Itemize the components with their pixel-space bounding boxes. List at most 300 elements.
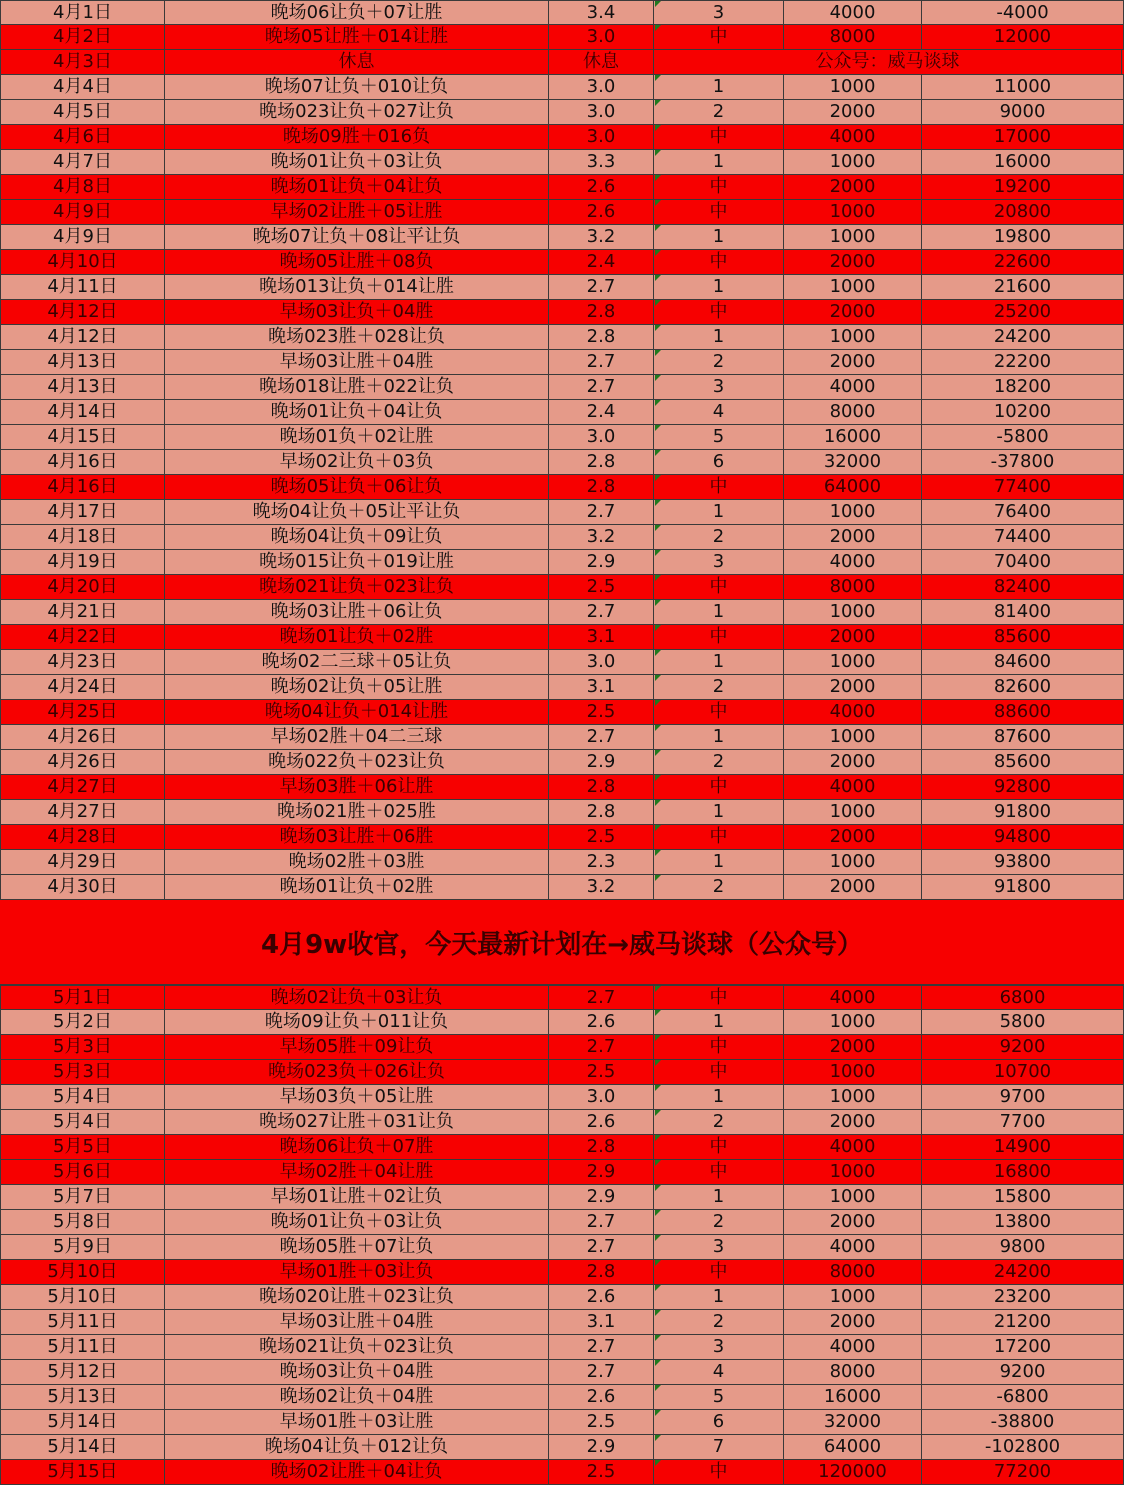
table-row <box>0 800 1124 825</box>
plan-cell <box>165 1360 549 1384</box>
stake-cell <box>784 600 922 624</box>
cell-comment-marker-icon <box>655 275 661 281</box>
date-cell-text: 4月10日 <box>47 251 118 272</box>
table-row <box>0 1010 1124 1035</box>
balance-cell-text: 9800 <box>999 1236 1046 1257</box>
balance-cell-text: 77200 <box>993 1461 1052 1482</box>
stake-cell <box>784 1010 922 1034</box>
odds-cell <box>549 525 654 549</box>
date-cell <box>0 50 165 74</box>
plan-cell-text: 晚场06让负＋07胜 <box>279 1136 434 1157</box>
cell-comment-marker-icon <box>655 1210 661 1216</box>
odds-cell-text: 2.4 <box>586 401 616 422</box>
stake-cell-text: 120000 <box>818 1461 887 1482</box>
stake-cell <box>784 575 922 599</box>
plan-cell <box>165 1 549 24</box>
stake-cell <box>784 1035 922 1059</box>
date-cell <box>0 150 165 174</box>
odds-cell-text: 2.8 <box>586 1261 616 1282</box>
date-cell <box>0 1310 165 1334</box>
balance-cell <box>922 1110 1124 1134</box>
date-cell <box>0 475 165 499</box>
date-cell-text: 4月23日 <box>47 651 118 672</box>
odds-cell-text: 2.5 <box>586 576 616 597</box>
stake-cell-text: 8000 <box>829 576 876 597</box>
plan-cell <box>165 1085 549 1109</box>
balance-cell-text: 91800 <box>993 876 1052 897</box>
balance-cell <box>922 1310 1124 1334</box>
date-cell-text: 4月29日 <box>47 851 118 872</box>
balance-cell <box>922 575 1124 599</box>
stake-cell <box>784 475 922 499</box>
balance-cell <box>922 175 1124 199</box>
plan-cell-text: 晚场07让负＋010让负 <box>264 76 449 97</box>
balance-cell-text: 84600 <box>993 651 1052 672</box>
date-cell <box>0 400 165 424</box>
result-cell-text: 中 <box>709 251 728 272</box>
result-cell-text: 中 <box>709 1461 728 1482</box>
stake-cell-text: 2000 <box>829 351 876 372</box>
stake-cell-text: 1000 <box>829 1186 876 1207</box>
date-cell <box>0 325 165 349</box>
date-cell-text: 5月13日 <box>47 1386 118 1407</box>
balance-cell <box>922 1410 1124 1434</box>
date-cell <box>0 675 165 699</box>
table-row <box>0 1385 1124 1410</box>
result-cell <box>654 1285 784 1309</box>
date-cell-text: 4月21日 <box>47 601 118 622</box>
plan-cell <box>165 575 549 599</box>
result-cell-text: 3 <box>712 1 725 23</box>
odds-cell-text: 2.4 <box>586 251 616 272</box>
date-cell <box>0 850 165 874</box>
date-cell-text: 4月3日 <box>53 51 112 72</box>
odds-cell <box>549 1335 654 1359</box>
plan-cell-text: 晚场02让负＋05让胜 <box>270 676 443 697</box>
balance-cell-text: 77400 <box>993 476 1052 497</box>
table-row <box>0 750 1124 775</box>
stake-cell <box>784 250 922 274</box>
stake-cell <box>784 1410 922 1434</box>
table-row <box>0 1060 1124 1085</box>
table-row <box>0 250 1124 275</box>
stake-cell <box>784 550 922 574</box>
odds-cell <box>549 725 654 749</box>
odds-cell <box>549 1235 654 1259</box>
plan-cell <box>165 1160 549 1184</box>
result-cell <box>654 650 784 674</box>
cell-comment-marker-icon <box>655 1135 661 1141</box>
result-cell-text: 5 <box>712 426 725 447</box>
cell-comment-marker-icon <box>655 550 661 556</box>
stake-cell-text: 2000 <box>829 1311 876 1332</box>
result-cell-text: 2 <box>712 526 725 547</box>
result-cell <box>654 1235 784 1259</box>
date-cell <box>0 125 165 149</box>
balance-cell <box>922 650 1124 674</box>
table-row <box>0 1435 1124 1460</box>
balance-cell <box>922 1 1124 24</box>
date-cell-text: 5月3日 <box>53 1061 112 1082</box>
date-cell-text: 4月27日 <box>47 801 118 822</box>
balance-cell-text: 13800 <box>993 1211 1052 1232</box>
date-cell-text: 4月6日 <box>53 126 112 147</box>
balance-cell-text: -4000 <box>996 1 1049 23</box>
stake-cell-text: 2000 <box>829 751 876 772</box>
balance-cell-text: 74400 <box>993 526 1052 547</box>
table-row <box>0 100 1124 125</box>
stake-cell-text: 2000 <box>829 1211 876 1232</box>
result-cell-text: 1 <box>712 151 725 172</box>
plan-cell <box>165 275 549 299</box>
plan-cell <box>165 1335 549 1359</box>
odds-cell <box>549 400 654 424</box>
balance-cell-text: -37800 <box>990 451 1055 472</box>
stake-cell <box>784 875 922 899</box>
date-cell <box>0 986 165 1009</box>
odds-cell-text: 2.7 <box>586 1361 616 1382</box>
plan-cell <box>165 500 549 524</box>
balance-cell-text: 91800 <box>993 801 1052 822</box>
table-row <box>0 200 1124 225</box>
result-cell <box>654 675 784 699</box>
result-cell <box>654 1135 784 1159</box>
odds-cell-text: 2.6 <box>586 1111 616 1132</box>
stake-cell-text: 1000 <box>829 201 876 222</box>
result-cell-text: 1 <box>712 1011 725 1032</box>
plan-cell <box>165 625 549 649</box>
plan-cell <box>165 125 549 149</box>
plan-cell <box>165 1010 549 1034</box>
plan-cell <box>165 200 549 224</box>
stake-cell <box>784 700 922 724</box>
date-cell-text: 5月1日 <box>53 986 112 1008</box>
date-cell-text: 4月2日 <box>53 26 112 47</box>
date-cell <box>0 1010 165 1034</box>
stake-cell <box>784 1335 922 1359</box>
date-cell-text: 4月5日 <box>53 101 112 122</box>
balance-cell <box>922 300 1124 324</box>
cell-comment-marker-icon <box>655 200 661 206</box>
plan-cell <box>165 100 549 124</box>
balance-cell-text: 16000 <box>993 151 1052 172</box>
table-row <box>0 700 1124 725</box>
date-cell-text: 5月14日 <box>47 1411 118 1432</box>
result-cell <box>654 1410 784 1434</box>
odds-cell-text: 2.5 <box>586 1461 616 1482</box>
date-cell-text: 4月13日 <box>47 376 118 397</box>
result-cell <box>654 1010 784 1034</box>
plan-cell-text: 晚场018让胜＋022让负 <box>259 376 454 397</box>
odds-cell <box>549 500 654 524</box>
plan-cell <box>165 325 549 349</box>
odds-cell <box>549 1160 654 1184</box>
result-cell <box>654 1110 784 1134</box>
table-row <box>0 350 1124 375</box>
odds-cell <box>549 1435 654 1459</box>
result-cell-text: 中 <box>709 126 728 147</box>
stake-cell-text: 2000 <box>829 826 876 847</box>
stake-cell <box>784 375 922 399</box>
stake-cell <box>784 800 922 824</box>
result-cell <box>654 25 784 49</box>
odds-cell-text: 3.2 <box>586 876 616 897</box>
date-cell-text: 4月4日 <box>53 76 112 97</box>
result-cell <box>654 850 784 874</box>
balance-cell-text: -102800 <box>984 1436 1061 1457</box>
table-row <box>0 25 1124 50</box>
table-row <box>0 575 1124 600</box>
plan-cell <box>165 475 549 499</box>
balance-cell <box>922 825 1124 849</box>
result-cell <box>654 725 784 749</box>
balance-cell <box>922 986 1124 1009</box>
result-cell-text: 中 <box>709 826 728 847</box>
balance-cell <box>922 1060 1124 1084</box>
stake-cell <box>784 775 922 799</box>
date-cell-text: 5月14日 <box>47 1436 118 1457</box>
balance-cell-text: 16800 <box>993 1161 1052 1182</box>
table-row <box>0 1260 1124 1285</box>
balance-cell-text: 93800 <box>993 851 1052 872</box>
balance-cell <box>922 225 1124 249</box>
plan-cell-text: 晚场015让负＋019让胜 <box>259 551 454 572</box>
balance-cell <box>922 550 1124 574</box>
balance-cell <box>922 500 1124 524</box>
stake-cell <box>784 1210 922 1234</box>
plan-cell-text: 晚场02让负＋03让负 <box>270 986 443 1008</box>
stake-cell-text: 1000 <box>829 1086 876 1107</box>
table-row <box>0 50 1124 75</box>
odds-cell <box>549 175 654 199</box>
result-cell-text: 1 <box>712 651 725 672</box>
balance-cell <box>922 1010 1124 1034</box>
result-cell-text: 5 <box>712 1386 725 1407</box>
date-cell <box>0 550 165 574</box>
result-cell <box>654 100 784 124</box>
plan-cell <box>165 1435 549 1459</box>
plan-cell <box>165 1135 549 1159</box>
cell-comment-marker-icon <box>655 875 661 881</box>
cell-comment-marker-icon <box>655 325 661 331</box>
odds-cell-text: 2.9 <box>586 1436 616 1457</box>
cell-comment-marker-icon <box>655 1035 661 1041</box>
date-cell <box>0 25 165 49</box>
date-cell-text: 4月22日 <box>47 626 118 647</box>
balance-cell <box>922 625 1124 649</box>
stake-cell <box>784 1110 922 1134</box>
date-cell-text: 5月11日 <box>47 1311 118 1332</box>
balance-cell-text: 15800 <box>993 1186 1052 1207</box>
odds-cell-text: 3.3 <box>586 151 616 172</box>
plan-cell-text: 晚场022负＋023让负 <box>268 751 445 772</box>
plan-cell <box>165 700 549 724</box>
date-cell <box>0 1260 165 1284</box>
result-cell <box>654 550 784 574</box>
odds-cell <box>549 600 654 624</box>
balance-cell-text: 24200 <box>993 326 1052 347</box>
plan-cell <box>165 1285 549 1309</box>
cell-comment-marker-icon <box>655 1185 661 1191</box>
cell-comment-marker-icon <box>655 350 661 356</box>
cell-comment-marker-icon <box>655 1085 661 1091</box>
date-cell <box>0 1085 165 1109</box>
balance-cell <box>922 1210 1124 1234</box>
date-cell <box>0 625 165 649</box>
stake-cell <box>784 1435 922 1459</box>
stake-cell-text: 4000 <box>829 551 876 572</box>
cell-comment-marker-icon <box>655 850 661 856</box>
date-cell <box>0 725 165 749</box>
stake-cell-text: 1000 <box>829 276 876 297</box>
stake-cell-text: 4000 <box>829 376 876 397</box>
result-cell-text: 4 <box>712 401 725 422</box>
stake-cell-text: 1000 <box>829 1061 876 1082</box>
result-cell-text: 2 <box>712 1111 725 1132</box>
stake-cell-text: 4000 <box>829 1236 876 1257</box>
result-cell-text: 3 <box>712 376 725 397</box>
balance-cell <box>922 875 1124 899</box>
result-cell <box>654 1310 784 1334</box>
plan-cell-text: 早场01让胜＋02让负 <box>270 1186 443 1207</box>
stake-cell <box>784 850 922 874</box>
date-cell-text: 4月19日 <box>47 551 118 572</box>
plan-cell-text: 晚场04让负＋014让胜 <box>264 701 449 722</box>
balance-cell <box>922 1135 1124 1159</box>
balance-cell <box>922 375 1124 399</box>
result-cell-text: 3 <box>712 1336 725 1357</box>
balance-cell-text: 19200 <box>993 176 1052 197</box>
stake-cell <box>784 500 922 524</box>
balance-cell <box>922 400 1124 424</box>
date-cell-text: 4月13日 <box>47 351 118 372</box>
cell-comment-marker-icon <box>655 425 661 431</box>
stake-cell-text: 64000 <box>823 476 882 497</box>
stake-cell <box>784 725 922 749</box>
stake-cell <box>784 1160 922 1184</box>
stake-cell-text: 2000 <box>829 526 876 547</box>
result-cell-text: 6 <box>712 451 725 472</box>
stake-cell-text: 16000 <box>823 426 882 447</box>
plan-cell-text: 晚场023让负＋027让负 <box>259 101 454 122</box>
plan-cell <box>165 750 549 774</box>
date-cell <box>0 1110 165 1134</box>
date-cell <box>0 1235 165 1259</box>
odds-cell-text: 2.3 <box>586 851 616 872</box>
cell-comment-marker-icon <box>655 250 661 256</box>
cell-comment-marker-icon <box>655 225 661 231</box>
result-cell <box>654 1035 784 1059</box>
result-cell-text: 中 <box>709 1161 728 1182</box>
date-cell <box>0 350 165 374</box>
balance-cell-text: 7700 <box>999 1111 1046 1132</box>
odds-cell-text: 3.0 <box>586 126 616 147</box>
balance-cell <box>922 525 1124 549</box>
cell-comment-marker-icon <box>655 1460 661 1466</box>
plan-cell-text: 晚场02二三球＋05让负 <box>261 651 452 672</box>
result-cell-text: 中 <box>709 1061 728 1082</box>
date-cell <box>0 275 165 299</box>
date-cell-text: 5月8日 <box>53 1211 112 1232</box>
balance-cell-text: 22600 <box>993 251 1052 272</box>
stake-cell-text: 4000 <box>829 1136 876 1157</box>
result-cell-text: 2 <box>712 351 725 372</box>
result-cell-text: 2 <box>712 876 725 897</box>
stake-cell <box>784 275 922 299</box>
plan-cell-text: 早场02让胜＋05让胜 <box>270 201 443 222</box>
table-row <box>0 0 1124 25</box>
odds-cell <box>549 100 654 124</box>
date-cell-text: 5月4日 <box>53 1086 112 1107</box>
plan-cell <box>165 350 549 374</box>
plan-cell <box>165 550 549 574</box>
table-row <box>0 150 1124 175</box>
odds-cell <box>549 825 654 849</box>
result-cell <box>654 400 784 424</box>
date-cell <box>0 750 165 774</box>
result-cell <box>654 275 784 299</box>
date-cell <box>0 525 165 549</box>
result-cell-text: 2 <box>712 1311 725 1332</box>
result-cell <box>654 775 784 799</box>
cell-comment-marker-icon <box>655 1385 661 1391</box>
result-cell <box>654 825 784 849</box>
balance-cell <box>922 325 1124 349</box>
date-cell <box>0 1335 165 1359</box>
stake-cell <box>784 125 922 149</box>
stake-cell-text: 16000 <box>823 1386 882 1407</box>
date-cell <box>0 450 165 474</box>
result-cell-text: 1 <box>712 801 725 822</box>
balance-cell <box>922 800 1124 824</box>
date-cell-text: 5月2日 <box>53 1011 112 1032</box>
table-row <box>0 875 1124 900</box>
table-row <box>0 275 1124 300</box>
stake-cell-text: 2000 <box>829 876 876 897</box>
result-cell <box>654 125 784 149</box>
odds-cell <box>549 1460 654 1484</box>
cell-comment-marker-icon <box>655 100 661 106</box>
result-cell <box>654 75 784 99</box>
result-cell-text: 中 <box>709 201 728 222</box>
plan-cell <box>165 425 549 449</box>
odds-cell <box>549 1010 654 1034</box>
odds-cell <box>549 775 654 799</box>
odds-cell-text: 2.5 <box>586 1061 616 1082</box>
plan-cell-text: 晚场03让胜＋06胜 <box>279 826 434 847</box>
date-cell-text: 5月5日 <box>53 1136 112 1157</box>
balance-cell <box>922 100 1124 124</box>
result-cell <box>654 1185 784 1209</box>
odds-cell <box>549 125 654 149</box>
odds-cell <box>549 1035 654 1059</box>
plan-cell-text: 晚场01负＋02让胜 <box>279 426 434 447</box>
balance-cell-text: 22200 <box>993 351 1052 372</box>
stake-cell <box>784 1360 922 1384</box>
balance-cell-text: 85600 <box>993 626 1052 647</box>
date-cell <box>0 1035 165 1059</box>
cell-comment-marker-icon <box>655 725 661 731</box>
stake-cell <box>784 1060 922 1084</box>
plan-cell-text: 早场03负＋05让胜 <box>279 1086 434 1107</box>
balance-cell-text: 11000 <box>993 76 1052 97</box>
result-cell-text: 中 <box>709 1036 728 1057</box>
date-cell <box>0 875 165 899</box>
cell-comment-marker-icon <box>655 25 661 31</box>
balance-cell-text: 82400 <box>993 576 1052 597</box>
date-cell-text: 4月1日 <box>53 1 112 23</box>
odds-cell-text: 2.9 <box>586 751 616 772</box>
